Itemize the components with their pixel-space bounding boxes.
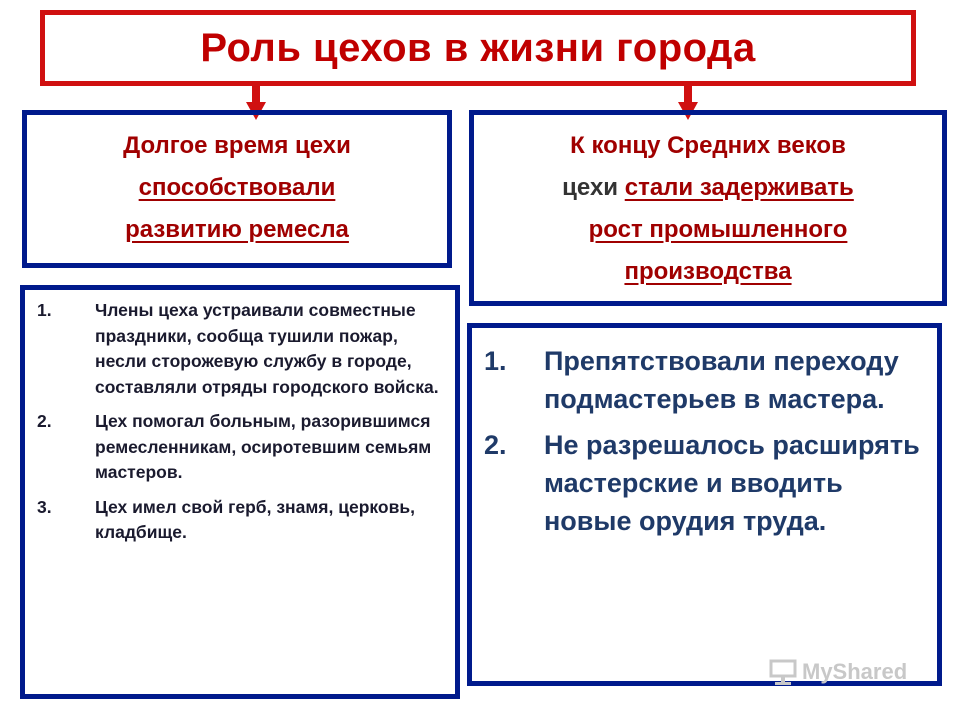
right-summary-line2-underlined: стали задерживать <box>624 174 854 201</box>
presentation-icon <box>768 658 798 686</box>
list-item-number: 2. <box>37 411 52 431</box>
title-box <box>40 10 916 86</box>
left-summary-box <box>22 110 452 268</box>
watermark-text: MyShared <box>802 659 908 684</box>
right-summary-line4: производства <box>624 258 792 285</box>
list-item-text: Члены цеха устраивали совместные праздники, сообща тушили пожар, несли сторожевую службу в городе, составляли отряды городского войска. <box>95 300 439 397</box>
list-item <box>37 495 447 546</box>
right-summary-line2-plain: цехи <box>562 174 625 201</box>
right-list <box>484 342 929 540</box>
left-list <box>37 298 447 546</box>
list-item-text: Цех помогал больным, разорившимся ремесленникам, осиротевшим семьям мастеров. <box>95 411 432 482</box>
left-list-box <box>20 285 460 699</box>
list-item <box>37 298 447 400</box>
left-summary-line1: Долгое время цехи <box>123 132 351 159</box>
list-item-number: 3. <box>37 496 52 517</box>
left-summary-line2: способствовали <box>138 174 336 201</box>
right-summary-line3: рост промышленного <box>588 216 848 243</box>
list-item-text: Препятствовали переходу подмастерьев в мастера. <box>544 346 899 414</box>
list-item-text: Не разрешалось расширять мастерские и вводить новые орудия труда. <box>544 430 920 536</box>
list-item-text: Цех имел свой герб, знамя, церковь, кладбище. <box>95 496 415 542</box>
left-summary-line3: развитию ремесла <box>125 216 349 243</box>
right-summary-box <box>469 110 947 306</box>
list-item <box>484 426 929 540</box>
watermark <box>768 658 907 686</box>
right-list-box <box>467 323 942 686</box>
right-summary-line1: К концу Средних веков <box>570 132 846 159</box>
list-item-number: 1. <box>484 346 507 376</box>
list-item <box>484 342 929 418</box>
list-item <box>37 409 447 486</box>
list-item-number: 2. <box>484 430 507 460</box>
page-title: Роль цехов в жизни города <box>200 25 756 70</box>
list-item-number: 1. <box>37 300 52 320</box>
